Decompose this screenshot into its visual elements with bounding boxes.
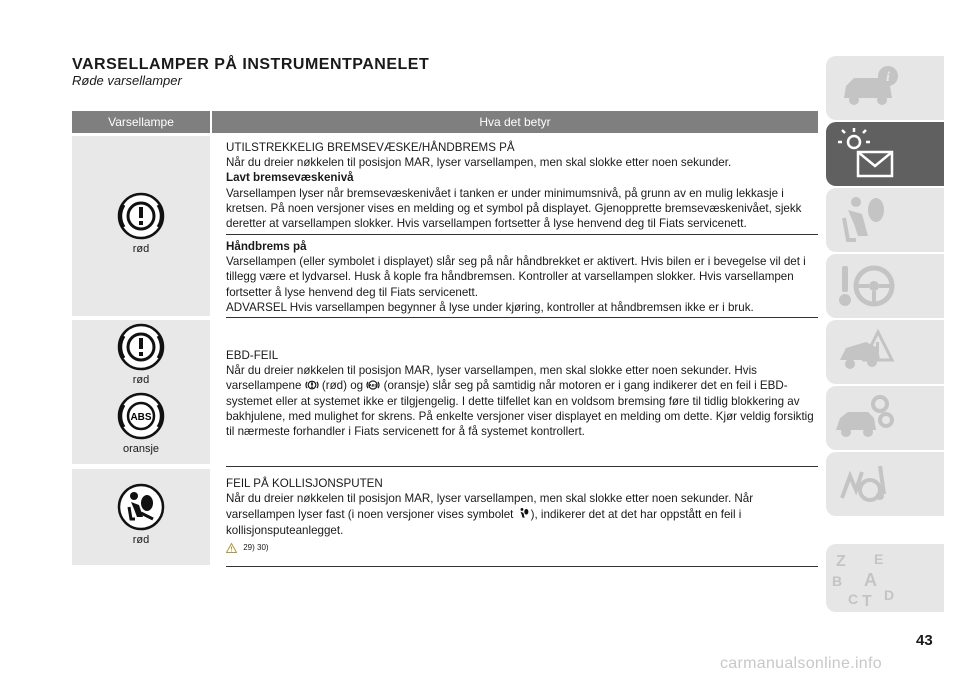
brake-warning-icon <box>117 192 165 240</box>
svg-text:ABS: ABS <box>130 412 152 423</box>
svg-text:ABS: ABS <box>369 383 378 388</box>
watermark: carmanualsonline.info <box>720 655 882 672</box>
airbag-warning-icon <box>117 483 165 531</box>
row-airbag-text <box>226 476 814 555</box>
note-refs: 29) 30) <box>243 542 269 552</box>
tab-maintenance[interactable] <box>826 386 944 450</box>
seat-airbag-icon <box>826 188 944 252</box>
svg-text:i: i <box>886 70 890 85</box>
lamp-color-label: rød <box>132 374 150 386</box>
row-body: Når du dreier nøkkelen til posisjon MAR, lyser varsellampen, men skal slokke etter noen sekunder. Når varsellampen lyser fast (i noen versjoner vises symbolet ), indikerer det at det har oppstått en feil i kollisjonsputeanlegget. <box>226 492 754 537</box>
table-header <box>72 111 818 133</box>
steering-key-icon <box>826 254 944 318</box>
row-heading: FEIL PÅ KOLLISJONSPUTEN <box>226 477 383 490</box>
svg-text:D: D <box>884 587 895 603</box>
svg-text:C: C <box>848 591 859 607</box>
row-handbrake-text <box>226 239 814 315</box>
svg-text:B: B <box>832 573 843 589</box>
airbag-icon <box>517 506 531 521</box>
abs-icon <box>366 378 380 392</box>
info-car-icon <box>826 56 944 120</box>
divider <box>226 466 818 467</box>
page-subtitle: Røde varsellamper <box>72 73 182 88</box>
lamp-cell-airbag <box>72 469 210 565</box>
divider <box>226 234 818 235</box>
accident-icon <box>826 320 944 384</box>
header-lamp: Varsellampe <box>72 111 210 133</box>
warning-text: ADVARSEL Hvis varsellampen begynner å lyse under kjøring, kontroller at håndbremsen ikke er i bruk. <box>226 300 754 314</box>
tab-warning-lights[interactable] <box>826 122 944 186</box>
tab-index[interactable] <box>826 544 944 612</box>
header-meaning: Hva det betyr <box>212 111 818 133</box>
warning-lights-icon <box>826 122 944 186</box>
page-number: 43 <box>916 632 933 649</box>
row-ebd-text <box>226 348 814 439</box>
lamp-color-label: rød <box>132 533 150 546</box>
notes-line <box>226 540 814 555</box>
warning-triangle-icon <box>226 543 237 553</box>
index-letters-icon <box>826 544 944 612</box>
lamp-color-label: rød <box>132 242 150 255</box>
divider <box>226 566 818 567</box>
svg-text:Z: Z <box>836 553 846 570</box>
svg-text:E: E <box>874 551 884 567</box>
tab-info[interactable] <box>826 56 944 120</box>
row-brake-text <box>226 140 814 231</box>
brake-warning-icon <box>117 323 165 371</box>
svg-text:A: A <box>864 570 877 590</box>
tab-safety[interactable] <box>826 188 944 252</box>
divider <box>226 317 818 318</box>
subheading-fluid: Lavt bremsevæskenivå <box>226 171 354 185</box>
fluid-text: Varsellampen lyser når bremsevæskenivået i tanken er under minimumsnivå, på grunn av en mulig lekkasje i kretsen. På noen versjoner vises en melding og et symbol på displayet. Gjenopprette bremsevæskenivået, sjekk deretter at varsellampen slokker. Hvis varsellampen fortsetter å lyse henvend deg til Fiats servicenett. <box>226 186 802 231</box>
lamp-cell-ebd <box>72 320 210 464</box>
brake-warning-icon <box>305 378 319 392</box>
row-heading: UTILSTREKKELIG BREMSEVÆSKE/HÅNDBREMS PÅ <box>226 141 515 154</box>
subheading-handbrake: Håndbrems på <box>226 240 307 253</box>
row-body: Når du dreier nøkkelen til posisjon MAR, lyser varsellampen, men skal slokke etter noen sekunder. Hvis varsellampene (rød) og ABS (oransje) slår seg på samtidig når motoren er i gang indikerer det en feil i EBD-systemet eller at systemet ikke er tilgjengelig. I dette tilfellet kan en voldsom bremsing føre til tidlig blokkering av bakhjulene, med mulighet for skrens. På enkelte versjoner viser displayet en melding om dette. Kjør veldig forsiktig til nærmeste forhandler i Fiats servicenett for å få systemet kontrollert. <box>226 364 814 439</box>
car-gears-icon <box>826 386 944 450</box>
svg-text:T: T <box>862 593 872 610</box>
lamp-color-label: oransje <box>122 443 160 455</box>
media-icon <box>826 452 944 516</box>
tab-starting-driving[interactable] <box>826 254 944 318</box>
tab-multimedia[interactable] <box>826 452 944 516</box>
row-intro: Når du dreier nøkkelen til posisjon MAR, lyser varsellampen, men skal slokke etter noen sekunder. <box>226 156 732 170</box>
page-title: VARSELLAMPER PÅ INSTRUMENTPANELET <box>72 56 430 73</box>
handbrake-text: Varsellampen (eller symbolet i displayet) slår seg på når håndbrekket er aktivert. Hvis bilen er i bevegelse vil det i tillegg være et lydvarsel. Husk å kople fra håndbremsen. Kontroller at varsellampen slokker. Hvis varsellampen fortsetter å lyse henvend deg til Fiats servicenett. <box>226 255 806 299</box>
tab-emergency[interactable] <box>826 320 944 384</box>
row-heading: EBD-FEIL <box>226 349 279 362</box>
lamp-cell-brake <box>72 136 210 316</box>
abs-icon <box>117 392 165 440</box>
